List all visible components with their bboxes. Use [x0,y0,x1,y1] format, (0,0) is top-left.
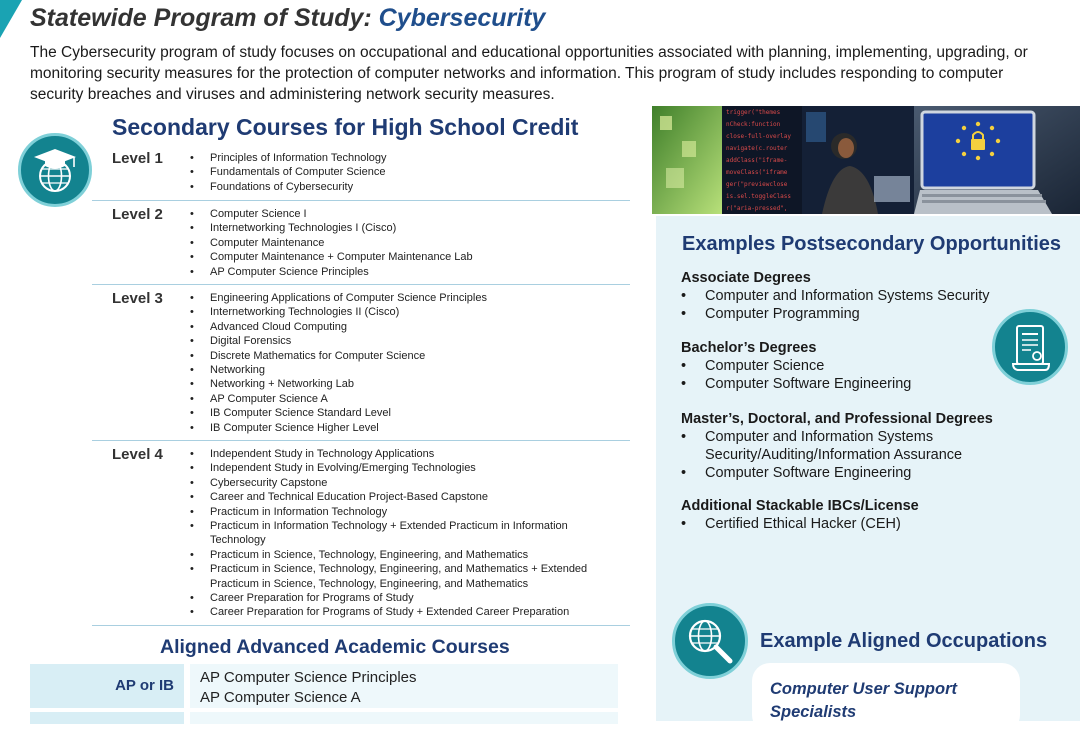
svg-text:nCheck:function: nCheck:function [726,121,781,128]
list-item: • Computer Science [681,357,911,375]
list-item: • Engineering Applications of Computer Science Principles [190,291,610,305]
intro-paragraph: The Cybersecurity program of study focuses on occupational and educational opportunities associated with planning, implementing, upgrading, or monitoring security measures for the protection of computer networks and information. This program of study includes responding to computer security breaches and viruses and administering network security measures. [30,44,1028,103]
list-item: • IB Computer Science Higher Level [190,421,610,435]
list-item: • Computer Maintenance + Computer Maintenance Lab [190,250,610,264]
degree-list [681,515,919,533]
degree-group-title: Master’s, Doctoral, and Professional Degrees [681,411,993,427]
degree-group-bachelor [681,340,911,393]
list-item: • Computer and Information Systems Security/Auditing/Information Assurance [681,428,975,464]
course-list [190,291,610,435]
aligned-courses-heading: Aligned Advanced Academic Courses [160,636,510,658]
list-item: • Advanced Cloud Computing [190,320,610,334]
list-item: • AP Computer Science Principles [190,265,610,279]
list-item: • Discrete Mathematics for Computer Science [190,349,610,363]
degree-group-graduate [681,411,993,482]
aligned-row-label-next [30,712,184,724]
list-item: • Networking [190,363,610,377]
aligned-row-label: AP or IB [30,664,184,708]
list-item: • Independent Study in Evolving/Emerging Technologies [190,461,610,475]
list-item: • Cybersecurity Capstone [190,476,610,490]
degree-list [681,357,911,393]
list-item: • Computer Science I [190,207,610,221]
graduation-cap-globe-icon [18,133,92,207]
degree-list [681,428,993,482]
svg-text:close-full-overlay: close-full-overlay [726,133,792,140]
diploma-scroll-icon [992,309,1068,385]
corner-accent [0,0,22,38]
course-list [190,447,610,620]
globe-magnifier-icon [672,603,748,679]
list-item: • Networking + Networking Lab [190,377,610,391]
svg-text:trigger("themes: trigger("themes [726,109,781,116]
list-item: • Certified Ethical Hacker (CEH) [681,515,919,533]
title-prefix: Statewide Program of Study: [30,4,379,32]
aligned-row-courses-next [190,712,618,724]
list-item: AP Computer Science A [200,688,361,706]
list-item: • Computer Software Engineering [681,375,911,393]
cybersecurity-photo-strip [652,106,1080,214]
svg-text:moveClass("iframe: moveClass("iframe [726,169,788,176]
list-item: • Computer and Information Systems Security [681,287,989,305]
course-list [190,151,610,194]
list-item: • Career Preparation for Programs of Study + Extended Career Preparation [190,605,610,619]
occupations-heading: Example Aligned Occupations [760,630,1048,652]
list-item: • Principles of Information Technology [190,151,610,165]
occupation-item: Computer User Support Specialists [770,680,958,721]
list-item: AP Computer Science Principles [200,669,417,686]
level-label: Level 4 [112,446,163,463]
list-item: • Computer Programming [681,305,989,323]
level-2-block [92,206,630,285]
degree-list [681,287,989,323]
list-item: • Practicum in Information Technology + Extended Practicum in Information Technology [190,519,590,548]
svg-text:r("aria-pressed",: r("aria-pressed", [726,205,788,212]
level-label: Level 3 [112,290,163,307]
list-item: • Computer Software Engineering [681,464,993,482]
list-item: • Independent Study in Technology Applications [190,447,610,461]
list-item: • Internetworking Technologies I (Cisco) [190,221,610,235]
degree-group-title: Associate Degrees [681,270,811,286]
degree-group-title: Bachelor’s Degrees [681,340,817,356]
list-item: • Computer Maintenance [190,236,610,250]
aligned-row-courses [190,664,618,708]
degree-group-title: Additional Stackable IBCs/License [681,498,919,514]
list-item: • Digital Forensics [190,334,610,348]
title-accent: Cybersecurity [378,4,546,32]
level-4-block [92,446,630,626]
course-list [190,207,610,279]
degree-group-ibc [681,498,919,533]
svg-text:is.sel.toggleClass: is.sel.toggleClass [726,193,792,200]
svg-text:addClass("iframe-: addClass("iframe- [726,157,788,164]
secondary-heading: Secondary Courses for High School Credit [112,114,579,140]
page-title [30,4,545,33]
level-label: Level 2 [112,206,163,223]
level-3-block [92,290,630,441]
list-item: • Foundations of Cybersecurity [190,180,610,194]
svg-text:navigate(c.router: navigate(c.router [726,145,788,152]
level-label: Level 1 [112,150,163,167]
list-item: • Practicum in Science, Technology, Engineering, and Mathematics + Extended Practicum in Science, Technology, Engineering, and Mathematics [190,562,610,591]
list-item: • Career and Technical Education Project-Based Capstone [190,490,610,504]
list-item: • Career Preparation for Programs of Study [190,591,610,605]
degree-group-associate [681,270,989,323]
list-item: • Practicum in Information Technology [190,505,610,519]
list-item: • IB Computer Science Standard Level [190,406,610,420]
list-item: • Internetworking Technologies II (Cisco) [190,305,610,319]
postsecondary-heading: Examples Postsecondary Opportunities [682,233,1061,255]
svg-text:ger("previewclose: ger("previewclose [726,181,788,188]
list-item: • Fundamentals of Computer Science [190,165,610,179]
list-item: • AP Computer Science A [190,392,610,406]
level-1-block [92,150,630,201]
list-item: • Practicum in Science, Technology, Engineering, and Mathematics [190,548,610,562]
